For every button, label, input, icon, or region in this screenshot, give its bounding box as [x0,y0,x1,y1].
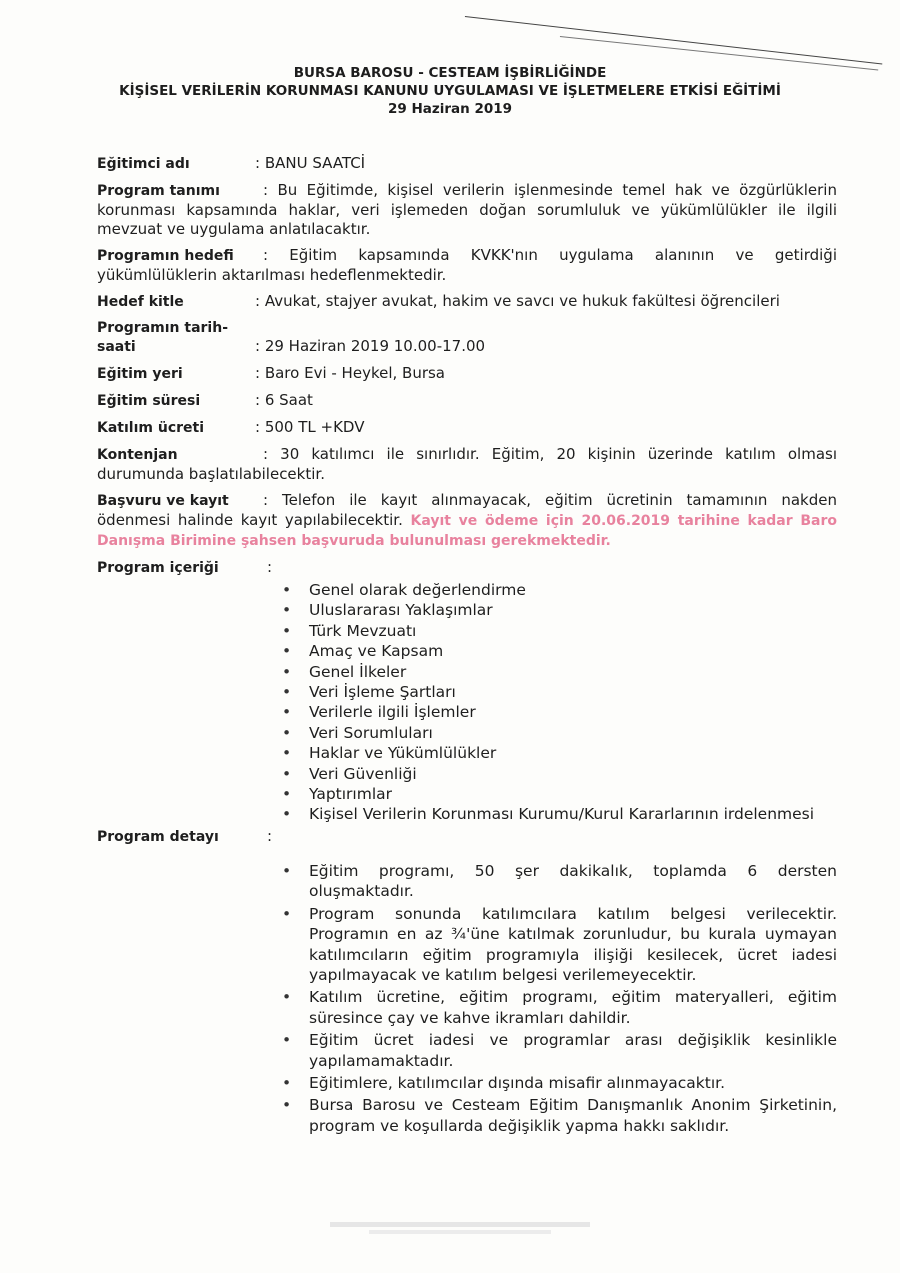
header-line-1: BURSA BAROSU - CESTEAM İŞBİRLİĞİNDE [293,65,607,81]
scan-artifact-line [465,16,882,65]
field-goal [97,246,837,285]
field-value: : Eğitim kapsamında KVKK'nın uygulama alanının ve getirdiği yükümlülüklerin aktarılması hedeflenmektedir. [97,246,837,284]
program-detail-item: • Eğitim ücret iadesi ve programlar arası değişiklik kesinlikle yapılamamaktadır. [282,1030,837,1071]
program-detail-label: Program detayı [97,828,219,845]
program-content-section [97,558,837,825]
field-label: Başvuru ve kayıt [97,493,229,509]
program-content-item: • Uluslararası Yaklaşımlar [282,600,837,620]
program-content-item: • Kişisel Verilerin Korunması Kurumu/Kurul Kararlarının irdelenmesi [282,804,837,824]
program-detail-item: • Program sonunda katılımcılara katılım belgesi verilecektir. Programın en az ¾'üne katılmak zorunludur, bu kurala uymayan katılımcıların eğitim programıyla ilişiği kesilecek, ücret iadesi yapılmayacak ve katılım belgesi verilemeyecektir. [282,904,837,986]
field-definition [97,181,837,239]
header-line-2: KİŞİSEL VERİLERİN KORUNMASI KANUNU UYGULAMASI VE İŞLETMELERE ETKİSİ EĞİTİMİ [119,83,781,99]
program-detail-item: • Eğitim programı, 50 şer dakikalık, toplamda 6 dersten oluşmaktadır. [282,861,837,902]
program-content-item: • Genel olarak değerlendirme [282,580,837,600]
program-detail-item: • Bursa Barosu ve Cesteam Eğitim Danışmanlık Anonim Şirketinin, program ve koşullarda değişiklik yapma hakkı saklıdır. [282,1095,837,1136]
field-label: Kontenjan [97,447,178,463]
field-fee [97,418,837,438]
field-value: : BANU SAATCİ [255,154,366,172]
program-content-label: Program içeriği [97,560,219,576]
program-content-item: • Verilerle ilgili İşlemler [282,702,837,722]
field-label: Eğitim süresi [97,393,201,409]
field-label: Eğitim yeri [97,366,183,382]
header-date: 29 Haziran 2019 [387,101,513,117]
field-label: Eğitimci adı [97,156,190,172]
field-value: : Avukat, stajyer avukat, hakim ve savcı ve hukuk fakültesi öğrencileri [255,292,780,310]
program-content-item: • Veri Sorumluları [282,723,837,743]
field-quota [97,445,837,484]
field-label: Hedef kitle [97,294,184,310]
document-header [0,64,900,118]
field-label: Program tanımı [97,183,220,199]
field-label: Katılım ücreti [97,420,205,436]
field-value: : 29 Haziran 2019 10.00-17.00 [255,337,486,355]
program-content-item: • Genel İlkeler [282,662,837,682]
program-content-colon: : [267,558,273,576]
field-value: : Bu Eğitimde, kişisel verilerin işlenmesinde temel hak ve özgürlüklerin korunması kapsamında haklar, veri işlemeden doğan sorumluluk ve yükümlülükler ile ilgili mevzuat ve uygulama anlatılacaktır. [97,181,837,238]
faded-stamp [330,1222,590,1234]
program-content-item: • Yaptırımlar [282,784,837,804]
program-detail-item: • Eğitimlere, katılımcılar dışında misafir alınmayacaktır. [282,1073,837,1093]
program-content-item: • Amaç ve Kapsam [282,641,837,661]
document-body [97,154,837,1138]
field-datetime [97,319,837,357]
program-detail-colon: : [267,826,273,845]
field-location [97,364,837,384]
field-value: : Telefon ile kayıt alınmayacak, eğitim ücretinin tamamının nakden ödenmesi halinde kayıt yapılabilecektir. [97,491,837,529]
program-content-item: • Veri Güvenliği [282,764,837,784]
field-registration [97,491,837,551]
field-value: : Baro Evi - Heykel, Bursa [255,364,445,382]
program-detail-item: • Katılım ücretine, eğitim programı, eğitim materyalleri, eğitim süresince çay ve kahve ikramları dahildir. [282,987,837,1028]
program-detail-section [97,827,837,1136]
field-value: : 6 Saat [255,391,313,409]
field-label: Programın hedefi [97,248,234,264]
field-value: : 30 katılımcı ile sınırlıdır. Eğitim, 20 kişinin üzerinde katılım olması durumunda başlatılabilecektir. [97,445,837,483]
field-duration [97,391,837,411]
field-value: : 500 TL +KDV [255,418,365,436]
program-content-list [97,580,837,825]
field-trainer [97,154,837,174]
program-content-item: • Veri İşleme Şartları [282,682,837,702]
program-detail-list [97,861,837,1136]
registration-deadline-note: Kayıt ve ödeme için 20.06.2019 tarihine kadar Baro Danışma Birimine şahsen başvuruda bulunulması gerekmektedir. [97,513,837,549]
program-content-item: • Türk Mevzuatı [282,621,837,641]
field-label: Programın tarih-saati [97,320,229,355]
program-content-item: • Haklar ve Yükümlülükler [282,743,837,763]
field-audience [97,292,837,312]
